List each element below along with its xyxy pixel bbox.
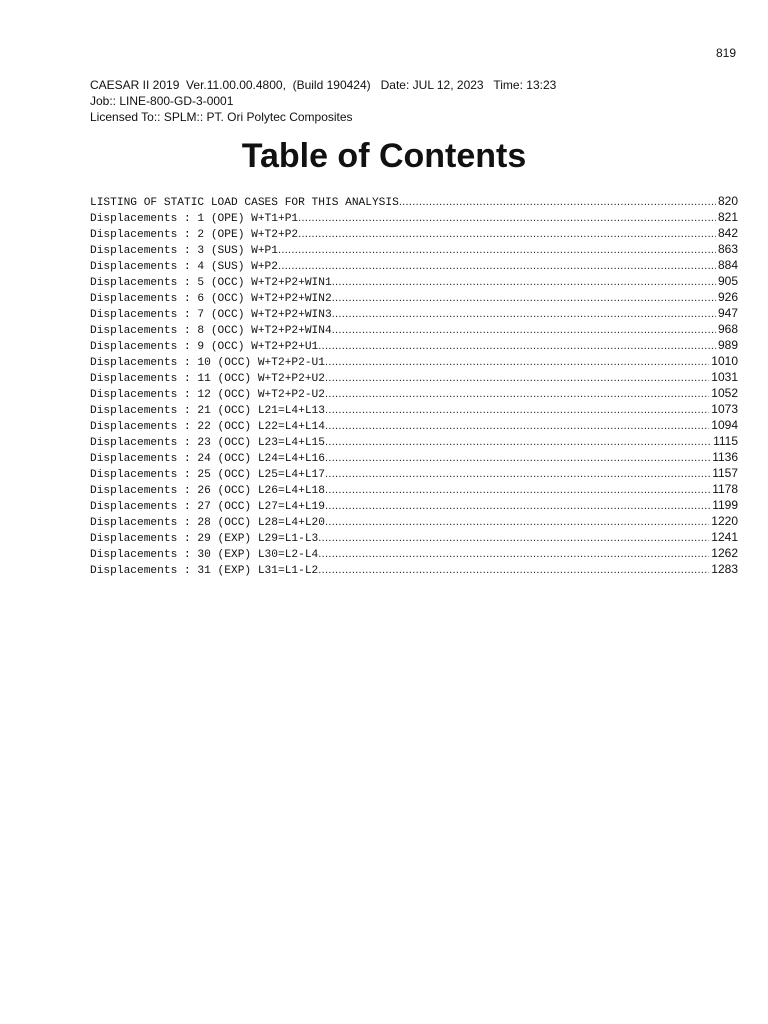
toc-entry-label: Displacements : 23 (OCC) L23=L4+L15 bbox=[90, 437, 325, 449]
toc-entry[interactable] bbox=[90, 497, 738, 513]
toc-entry-page-number: 1178 bbox=[712, 482, 738, 496]
toc-entry-page-number: 1073 bbox=[711, 402, 738, 416]
toc-entry-label: Displacements : 6 (OCC) W+T2+P2+WIN2 bbox=[90, 293, 332, 305]
toc-entry[interactable] bbox=[90, 353, 738, 369]
toc-entry-page-number: 905 bbox=[717, 274, 738, 288]
toc-entry-page-number: 1115 bbox=[713, 434, 738, 448]
table-of-contents bbox=[90, 193, 738, 577]
toc-entry-label: Displacements : 4 (SUS) W+P2 bbox=[90, 261, 278, 273]
license-line: Licensed To:: SPLM:: PT. Ori Polytec Composites bbox=[90, 110, 353, 124]
toc-entry-label: Displacements : 8 (OCC) W+T2+P2+WIN4 bbox=[90, 325, 332, 337]
toc-dot-leader bbox=[325, 450, 710, 466]
toc-entry[interactable] bbox=[90, 529, 738, 545]
toc-entry[interactable] bbox=[90, 369, 738, 385]
toc-entry-page-number: 842 bbox=[717, 226, 738, 240]
toc-dot-leader bbox=[278, 258, 716, 274]
toc-entry-label: Displacements : 29 (EXP) L29=L1-L3 bbox=[90, 533, 319, 545]
toc-entry-label: Displacements : 7 (OCC) W+T2+P2+WIN3 bbox=[90, 309, 332, 321]
toc-entry-page-number: 1220 bbox=[711, 514, 738, 528]
toc-entry-page-number: 884 bbox=[717, 258, 738, 272]
toc-entry-page-number: 947 bbox=[717, 306, 738, 320]
toc-entry-page-number: 1052 bbox=[711, 386, 738, 400]
toc-entry-page-number: 1136 bbox=[712, 450, 738, 464]
toc-dot-leader bbox=[399, 194, 716, 210]
toc-dot-leader bbox=[325, 434, 711, 450]
toc-dot-leader bbox=[325, 466, 710, 482]
toc-dot-leader bbox=[298, 210, 716, 226]
toc-entry-label: Displacements : 21 (OCC) L21=L4+L13 bbox=[90, 405, 325, 417]
toc-entry-page-number: 821 bbox=[717, 210, 738, 224]
toc-entry[interactable] bbox=[90, 273, 738, 289]
toc-entry-page-number: 1199 bbox=[712, 498, 738, 512]
toc-dot-leader bbox=[318, 338, 716, 354]
toc-entry-label: Displacements : 30 (EXP) L30=L2-L4 bbox=[90, 549, 319, 561]
toc-dot-leader bbox=[325, 354, 709, 370]
toc-entry-page-number: 968 bbox=[717, 322, 738, 336]
toc-entry-label: Displacements : 1 (OPE) W+T1+P1 bbox=[90, 213, 299, 225]
toc-dot-leader bbox=[325, 514, 709, 530]
toc-entry[interactable] bbox=[90, 481, 738, 497]
toc-entry-page-number: 1094 bbox=[711, 418, 738, 432]
toc-entry-page-number: 820 bbox=[717, 194, 738, 208]
toc-entry-page-number: 1262 bbox=[711, 546, 738, 560]
toc-entry[interactable] bbox=[90, 289, 738, 305]
toc-dot-leader bbox=[325, 418, 709, 434]
toc-dot-leader bbox=[298, 226, 716, 242]
toc-entry-label: LISTING OF STATIC LOAD CASES FOR THIS ANALYSIS bbox=[90, 197, 399, 209]
toc-entry-page-number: 926 bbox=[717, 290, 738, 304]
toc-entry-label: Displacements : 28 (OCC) L28=L4+L20 bbox=[90, 517, 325, 529]
toc-entry-label: Displacements : 9 (OCC) W+T2+P2+U1 bbox=[90, 341, 319, 353]
toc-entry[interactable] bbox=[90, 385, 738, 401]
toc-entry-label: Displacements : 27 (OCC) L27=L4+L19 bbox=[90, 501, 325, 513]
toc-entry-page-number: 1283 bbox=[711, 562, 738, 576]
toc-entry-label: Displacements : 31 (EXP) L31=L1-L2 bbox=[90, 565, 319, 577]
job-line: Job:: LINE-800-GD-3-0001 bbox=[90, 94, 234, 108]
toc-entry[interactable] bbox=[90, 465, 738, 481]
page-number: 819 bbox=[715, 46, 736, 60]
toc-entry[interactable] bbox=[90, 193, 738, 209]
toc-entry-page-number: 863 bbox=[717, 242, 738, 256]
toc-entry-page-number: 1241 bbox=[711, 530, 738, 544]
toc-entry[interactable] bbox=[90, 561, 738, 577]
toc-entry-label: Displacements : 2 (OPE) W+T2+P2 bbox=[90, 229, 299, 241]
toc-entry[interactable] bbox=[90, 209, 738, 225]
toc-dot-leader bbox=[325, 498, 710, 514]
toc-entry-label: Displacements : 24 (OCC) L24=L4+L16 bbox=[90, 453, 325, 465]
toc-entry[interactable] bbox=[90, 545, 738, 561]
toc-entry-page-number: 1157 bbox=[712, 466, 738, 480]
toc-dot-leader bbox=[325, 482, 710, 498]
toc-entry[interactable] bbox=[90, 305, 738, 321]
toc-entry-page-number: 1031 bbox=[711, 370, 738, 384]
toc-dot-leader bbox=[318, 546, 709, 562]
toc-entry[interactable] bbox=[90, 337, 738, 353]
toc-entry-page-number: 1010 bbox=[711, 354, 738, 368]
toc-entry[interactable] bbox=[90, 433, 738, 449]
toc-dot-leader bbox=[318, 562, 709, 578]
toc-entry-page-number: 989 bbox=[717, 338, 738, 352]
toc-entry[interactable] bbox=[90, 321, 738, 337]
report-header bbox=[90, 77, 556, 125]
toc-dot-leader bbox=[332, 290, 716, 306]
toc-entry-label: Displacements : 11 (OCC) W+T2+P2+U2 bbox=[90, 373, 325, 385]
toc-entry-label: Displacements : 26 (OCC) L26=L4+L18 bbox=[90, 485, 325, 497]
toc-dot-leader bbox=[332, 322, 716, 338]
software-version-line: CAESAR II 2019 Ver.11.00.00.4800, (Build 190424) Date: JUL 12, 2023 Time: 13:23 bbox=[90, 78, 557, 92]
toc-entry[interactable] bbox=[90, 225, 738, 241]
toc-entry[interactable] bbox=[90, 257, 738, 273]
toc-dot-leader bbox=[332, 306, 716, 322]
toc-entry-label: Displacements : 12 (OCC) W+T2+P2-U2 bbox=[90, 389, 325, 401]
toc-entry[interactable] bbox=[90, 513, 738, 529]
toc-entry[interactable] bbox=[90, 241, 738, 257]
toc-entry[interactable] bbox=[90, 401, 738, 417]
toc-entry-label: Displacements : 5 (OCC) W+T2+P2+WIN1 bbox=[90, 277, 332, 289]
toc-entry-label: Displacements : 22 (OCC) L22=L4+L14 bbox=[90, 421, 325, 433]
toc-entry-label: Displacements : 25 (OCC) L25=L4+L17 bbox=[90, 469, 325, 481]
toc-dot-leader bbox=[278, 242, 716, 258]
toc-dot-leader bbox=[332, 274, 716, 290]
toc-entry-label: Displacements : 3 (SUS) W+P1 bbox=[90, 245, 278, 257]
toc-dot-leader bbox=[318, 530, 709, 546]
toc-entry[interactable] bbox=[90, 449, 738, 465]
page-title: Table of Contents bbox=[241, 137, 527, 175]
toc-entry-label: Displacements : 10 (OCC) W+T2+P2-U1 bbox=[90, 357, 325, 369]
toc-dot-leader bbox=[325, 370, 709, 386]
toc-dot-leader bbox=[325, 386, 709, 402]
toc-entry[interactable] bbox=[90, 417, 738, 433]
toc-dot-leader bbox=[325, 402, 709, 418]
